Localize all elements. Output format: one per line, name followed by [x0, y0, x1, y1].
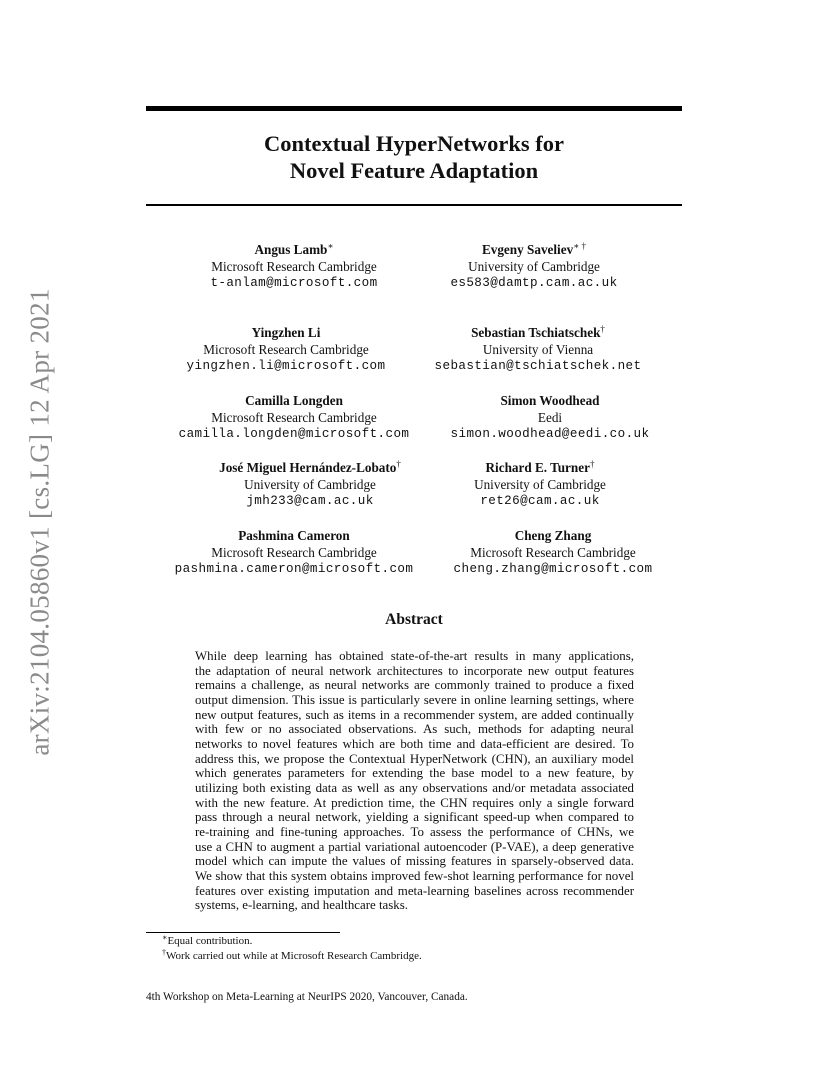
abstract-line: networks to novel features which are both time and data-efficient are desired. To — [195, 736, 634, 751]
abstract-line: systems, e-learning, and healthcare tasks. — [195, 898, 408, 913]
author-name: Angus Lamb∗ — [254, 241, 334, 257]
author-affiliation: University of Vienna — [482, 341, 594, 357]
abstract-line: utilizing both existing data as well as any observations and/or metadata associated — [195, 780, 634, 795]
author-name: Pashmina Cameron — [238, 528, 350, 543]
footnote — [162, 934, 252, 948]
title-bottom-rule — [146, 204, 682, 206]
abstract-line: use a CHN to augment a partial variational autoencoder (P-VAE), a deep generative — [195, 839, 634, 854]
author-block — [403, 528, 703, 578]
abstract-line: output dimension. This issue is particularly severe in online learning settings, where — [195, 692, 634, 707]
author-name: Yingzhen Li — [251, 325, 321, 340]
abstract-heading: Abstract — [385, 611, 443, 628]
author-name: José Miguel Hernández-Lobato† — [219, 459, 401, 475]
author-footnote-mark: † — [589, 459, 595, 469]
author-affiliation: University of Cambridge — [474, 476, 606, 492]
author-email: yingzhen.li@microsoft.com — [186, 359, 386, 373]
author-name: Camilla Longden — [245, 393, 343, 408]
author-email: simon.woodhead@eedi.co.uk — [450, 427, 650, 441]
abstract-line: the adaptation of neural network architectures to incorporate new output features — [195, 663, 634, 678]
abstract-line: We show that this system obtains improved few-shot learning performance for novel — [195, 868, 634, 883]
venue-note: 4th Workshop on Meta-Learning at NeurIPS 2020, Vancouver, Canada. — [146, 991, 468, 1003]
author-email: t-anlam@microsoft.com — [210, 276, 378, 290]
author-affiliation: University of Cambridge — [468, 258, 600, 274]
footnote-rule — [146, 932, 340, 933]
abstract-line: features over existing imputation and meta-learning baselines across recommender — [195, 883, 634, 898]
author-footnote-mark: † — [396, 459, 401, 469]
author-footnote-mark: ∗ — [327, 241, 334, 251]
author-name: Evgeny Saveliev∗ † — [481, 241, 587, 257]
abstract-line: While deep learning has obtained state-of-the-art results in many applications, — [195, 649, 634, 663]
author-footnote-mark: † — [600, 324, 605, 334]
abstract-line: remains a challenge, as neural networks are commonly trained to produce a fixed — [195, 678, 634, 693]
footnote-mark: ∗ — [162, 933, 168, 942]
footnote-text: Equal contribution. — [167, 935, 253, 947]
abstract-line: with few or no associated observations. As such, methods for adapting neural — [195, 722, 634, 737]
author-email: ret26@cam.ac.uk — [480, 494, 600, 508]
author-affiliation: Microsoft Research Cambridge — [203, 341, 369, 357]
paper-title — [146, 130, 682, 184]
author-affiliation: Eedi — [537, 409, 563, 425]
author-footnote-mark: ∗ † — [573, 241, 587, 251]
author-email: camilla.longden@microsoft.com — [178, 427, 410, 441]
author-block — [388, 325, 688, 375]
author-block — [144, 393, 444, 443]
author-block — [384, 242, 684, 292]
author-block — [390, 460, 690, 510]
author-block — [400, 393, 700, 443]
author-block — [144, 528, 444, 578]
author-affiliation: University of Cambridge — [244, 476, 376, 492]
author-email: pashmina.cameron@microsoft.com — [174, 562, 414, 576]
title-line-2: Novel Feature Adaptation — [289, 158, 539, 183]
abstract-line: pass through a neural network, yielding a significant speed-up when compared to — [195, 810, 634, 825]
author-email: jmh233@cam.ac.uk — [246, 494, 374, 508]
abstract-line: new output features, such as items in a recommender system, are added continually — [195, 707, 634, 722]
author-email: es583@damtp.cam.ac.uk — [450, 276, 618, 290]
footnote — [162, 949, 422, 963]
abstract-body — [195, 649, 634, 913]
author-name: Cheng Zhang — [514, 528, 592, 543]
footnote-text: Work carried out while at Microsoft Research Cambridge. — [166, 950, 422, 962]
author-affiliation: Microsoft Research Cambridge — [211, 409, 377, 425]
abstract-line: address this, we propose the Contextual HyperNetwork (CHN), an auxiliary model — [195, 751, 634, 766]
author-name: Sebastian Tschiatschek† — [471, 324, 605, 340]
author-affiliation: Microsoft Research Cambridge — [211, 258, 377, 274]
author-name: Simon Woodhead — [500, 393, 600, 408]
author-email: sebastian@tschiatschek.net — [434, 359, 642, 373]
arxiv-identifier-stamp: arXiv:2104.05860v1 [cs.LG] 12 Apr 2021 — [24, 288, 55, 756]
author-email: cheng.zhang@microsoft.com — [453, 562, 653, 576]
title-top-rule — [146, 106, 682, 111]
abstract-line: re-training and fine-tuning approaches. To assess the performance of CHNs, we — [195, 824, 634, 839]
author-affiliation: Microsoft Research Cambridge — [211, 544, 377, 560]
abstract-line: which generates parameters for extending the base model to a new feature, by — [195, 766, 634, 781]
footnote-mark: † — [162, 948, 166, 957]
title-line-1: Contextual HyperNetworks for — [264, 131, 564, 156]
author-affiliation: Microsoft Research Cambridge — [470, 544, 636, 560]
author-name: Richard E. Turner† — [485, 459, 595, 475]
abstract-line: model which can impute the values of missing features in sparsely-observed data. — [195, 854, 634, 869]
abstract-line: with the new feature. At prediction time, the CHN requires only a single forward — [195, 795, 634, 810]
